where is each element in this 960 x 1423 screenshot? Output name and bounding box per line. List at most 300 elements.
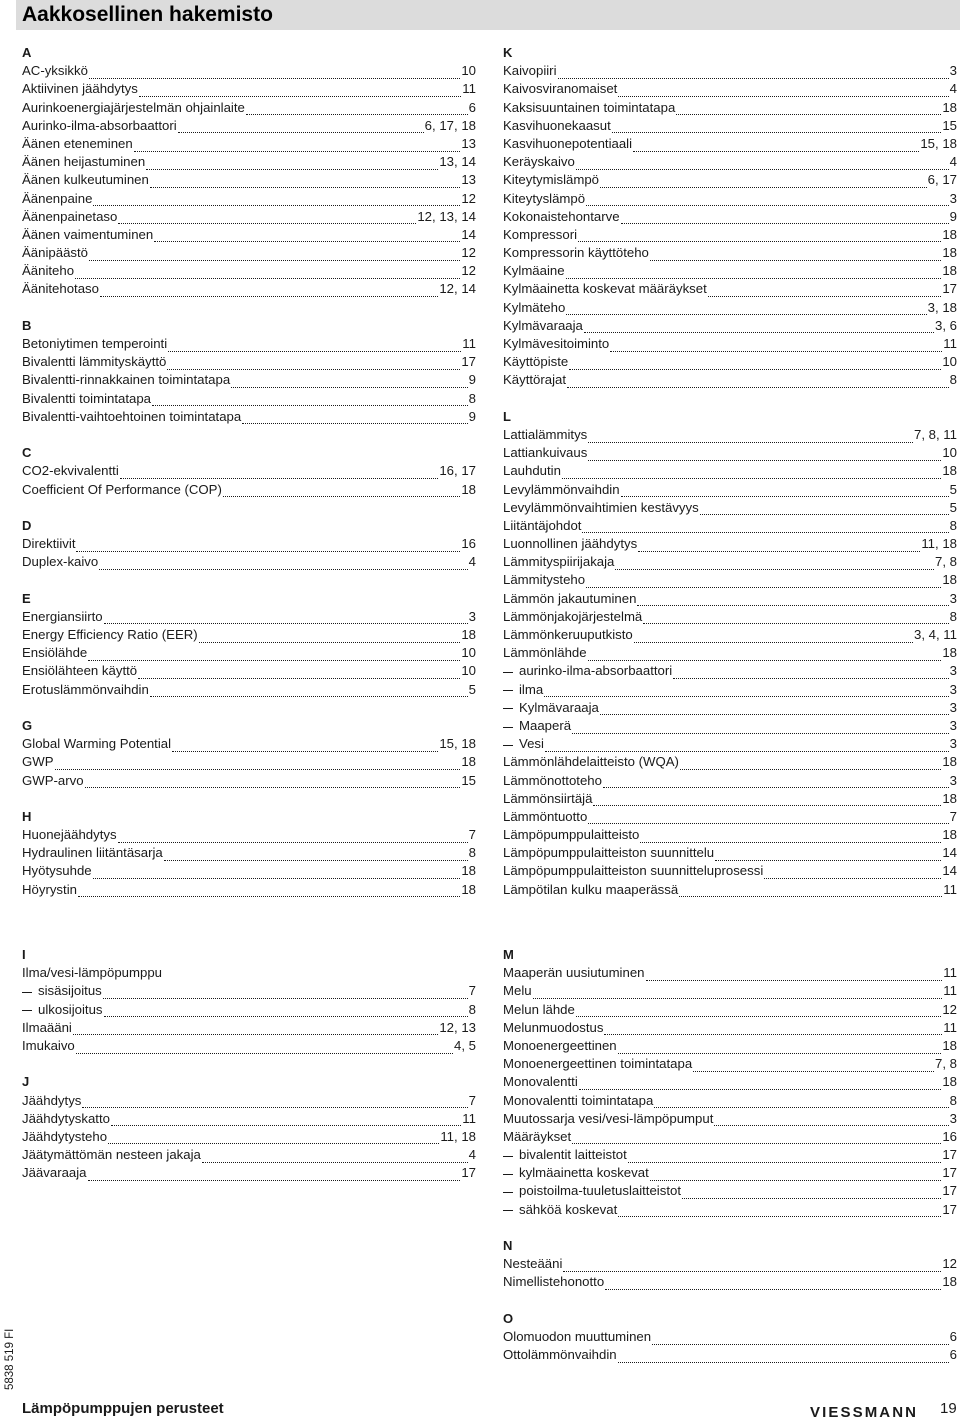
index-term: Maaperä — [519, 717, 572, 733]
index-term: Erotuslämmönvaihdin — [22, 681, 149, 697]
index-page-ref: 5 — [949, 481, 957, 497]
index-term: Lämmönlähde — [503, 645, 587, 661]
index-page-ref: 7 — [468, 1092, 476, 1108]
dot-leader — [99, 559, 467, 570]
index-column-left-top — [22, 44, 476, 899]
index-term: sisäsijoitus — [38, 983, 102, 999]
index-entry — [503, 135, 957, 153]
index-term: Aktiivinen jäähdytys — [22, 81, 138, 97]
dot-leader — [586, 577, 941, 588]
index-term: Kylmäaine — [503, 263, 565, 279]
index-entry — [503, 644, 957, 662]
dot-leader — [104, 1006, 468, 1017]
dot-leader — [572, 723, 949, 734]
document-code-text: 5838 519 FI — [4, 1328, 16, 1390]
index-term: AC-yksikkö — [22, 63, 88, 79]
index-page-ref: 17 — [461, 354, 476, 370]
dot-leader — [682, 1188, 941, 1199]
dot-leader — [643, 613, 948, 624]
index-page-ref: 17 — [942, 281, 957, 297]
index-entry — [503, 117, 957, 135]
index-term: Lauhdutin — [503, 463, 561, 479]
index-term: Ääniteho — [22, 263, 75, 279]
index-page-ref: 18 — [942, 1074, 957, 1090]
dot-leader — [652, 1334, 949, 1345]
subentry-dash — [503, 1210, 513, 1211]
index-entry — [22, 408, 476, 426]
index-page-ref: 6 — [468, 99, 476, 115]
dot-leader — [637, 595, 948, 606]
index-entry — [22, 1164, 476, 1182]
index-page-ref: 18 — [942, 572, 957, 588]
index-entry — [503, 571, 957, 589]
index-entry — [22, 371, 476, 389]
dot-leader — [558, 68, 949, 79]
index-term: Luonnollinen jäähdytys — [503, 536, 638, 552]
index-page-ref: 8 — [468, 390, 476, 406]
dot-leader — [584, 322, 934, 333]
dot-leader — [108, 1133, 439, 1144]
index-term: Hydraulinen liitäntäsarja — [22, 845, 163, 861]
index-entry — [503, 1328, 957, 1346]
index-page-ref: 17 — [461, 1165, 476, 1181]
dot-leader — [150, 177, 460, 188]
index-page-ref: 11, 18 — [921, 536, 957, 552]
document-code — [0, 1300, 18, 1390]
dot-leader — [88, 1170, 461, 1181]
dot-leader — [640, 832, 941, 843]
index-page-ref: 4 — [468, 1147, 476, 1163]
dot-leader — [76, 541, 460, 552]
page-number: 19 — [940, 1400, 957, 1417]
index-entry — [22, 826, 476, 844]
index-term: Kylmävaraaja — [519, 699, 599, 715]
index-page-ref: 8 — [468, 845, 476, 861]
index-page-ref: 12, 13 — [439, 1019, 476, 1035]
index-page-ref: 17 — [942, 1183, 957, 1199]
dot-leader — [715, 850, 941, 861]
section-letter: J — [22, 1074, 30, 1090]
index-term: Jäähdytyskatto — [22, 1110, 110, 1126]
index-subentry — [503, 699, 957, 717]
subentry-dash — [22, 992, 32, 993]
section-letter: G — [22, 717, 33, 733]
subentry-dash — [22, 1010, 32, 1011]
dot-leader — [764, 868, 941, 879]
index-entry — [22, 1146, 476, 1164]
index-page-ref: 9 — [949, 208, 957, 224]
index-page-ref: 11 — [943, 965, 957, 981]
index-term: Jäähdytysteho — [22, 1128, 108, 1144]
index-entry — [503, 964, 957, 982]
index-subentry — [22, 982, 476, 1000]
index-page-ref: 18 — [942, 463, 957, 479]
dot-leader — [138, 668, 460, 679]
index-entry — [22, 153, 476, 171]
index-term: Duplex-kaivo — [22, 554, 99, 570]
index-term: Kasvihuonekaasut — [503, 117, 611, 133]
index-page-ref: 17 — [942, 1201, 957, 1217]
section-letter: I — [22, 947, 26, 962]
index-term: sähköä koskevat — [519, 1201, 618, 1217]
index-page-ref: 12 — [461, 245, 476, 261]
index-page-ref: 11 — [462, 336, 476, 351]
index-page-ref: 18 — [461, 881, 476, 897]
dot-leader — [588, 813, 948, 824]
index-term: Kylmäainetta koskevat määräykset — [503, 281, 707, 297]
index-term: Melun lähde — [503, 1001, 575, 1017]
index-term: Lämpöpumppulaitteisto — [503, 827, 640, 843]
index-page-ref: 18 — [942, 99, 957, 115]
index-page-ref: 18 — [942, 245, 957, 261]
dot-leader — [104, 613, 468, 624]
index-page-ref: 3 — [468, 608, 476, 624]
index-entry — [503, 1037, 957, 1055]
dot-leader — [588, 650, 942, 661]
index-page-ref: 11, 18 — [440, 1128, 476, 1144]
index-page-ref: 10 — [461, 663, 476, 679]
index-entry — [22, 62, 476, 80]
index-page-ref: 3 — [949, 772, 957, 788]
index-page-ref: 3, 6 — [935, 317, 957, 333]
dot-leader — [634, 632, 913, 643]
index-subentry — [503, 1164, 957, 1182]
subentry-dash — [503, 708, 513, 709]
index-page-ref: 3 — [949, 190, 957, 206]
dot-leader — [88, 650, 460, 661]
index-term: Lattiankuivaus — [503, 445, 588, 461]
dot-leader — [544, 686, 948, 697]
index-entry — [22, 135, 476, 153]
index-entry — [22, 1110, 476, 1128]
index-term: Lämmönsiirtäjä — [503, 790, 593, 806]
index-entry — [503, 335, 957, 353]
index-term: Olomuodon muuttuminen — [503, 1328, 652, 1344]
index-term: Kylmäteho — [503, 299, 566, 315]
dot-leader — [579, 1079, 942, 1090]
dot-leader — [152, 395, 468, 406]
index-entry — [22, 662, 476, 680]
dot-leader — [569, 359, 941, 370]
index-page-ref: 3 — [949, 699, 957, 715]
index-term: Muutossarja vesi/vesi-lämpöpumput — [503, 1110, 714, 1126]
subentry-dash — [503, 690, 513, 691]
index-term: Lämmöntuotto — [503, 808, 588, 824]
dot-leader — [178, 122, 424, 133]
index-entry — [22, 964, 476, 982]
viessmann-logo — [810, 1402, 918, 1422]
index-page-ref: 10 — [942, 445, 957, 461]
index-page-ref: 16, 17 — [439, 463, 476, 479]
index-entry — [22, 608, 476, 626]
section-letter: H — [22, 808, 32, 824]
index-entry — [503, 1019, 957, 1037]
index-entry — [503, 1110, 957, 1128]
index-entry — [22, 1037, 476, 1055]
index-page-ref: 16 — [942, 1128, 957, 1144]
index-page-ref: 13, 14 — [439, 154, 476, 170]
dot-leader — [89, 68, 460, 79]
index-page-ref: 8 — [949, 1092, 957, 1108]
dot-leader — [679, 886, 942, 897]
subentry-dash — [503, 1192, 513, 1193]
index-entry — [503, 1073, 957, 1091]
index-entry — [22, 753, 476, 771]
index-term: Määräykset — [503, 1128, 572, 1144]
index-term: Betoniytimen temperointi — [22, 336, 168, 351]
index-entry — [503, 590, 957, 608]
index-page-ref: 5 — [949, 499, 957, 515]
dot-leader — [545, 741, 949, 752]
index-page-ref: 18 — [942, 226, 957, 242]
dot-leader — [118, 213, 416, 224]
index-page-ref: 16 — [461, 536, 476, 552]
index-page-ref: 3 — [949, 736, 957, 752]
index-entry — [503, 99, 957, 117]
index-page-ref: 6, 17, 18 — [424, 117, 476, 133]
dot-leader — [612, 122, 942, 133]
index-entry — [22, 862, 476, 880]
index-term: Käyttöpiste — [503, 354, 569, 370]
index-page-ref: 18 — [461, 627, 476, 642]
index-entry — [503, 517, 957, 535]
subentry-dash — [503, 727, 513, 728]
index-column-right-top — [503, 44, 957, 899]
index-term: Bivalentti lämmityskäyttö — [22, 354, 167, 370]
dot-leader — [146, 159, 438, 170]
index-entry — [503, 462, 957, 480]
index-term: Höyrystin — [22, 881, 77, 897]
section-letter: E — [22, 590, 31, 606]
index-term: Levylämmönvaihdin — [503, 481, 620, 497]
dot-leader — [633, 141, 919, 152]
index-term: Energiansiirto — [22, 608, 103, 624]
subentry-dash — [503, 1174, 513, 1175]
index-term: Ilmaääni — [22, 1019, 72, 1035]
index-page-ref: 18 — [942, 827, 957, 843]
index-entry — [22, 644, 476, 662]
index-entry — [22, 1128, 476, 1146]
dot-leader — [600, 177, 927, 188]
dot-leader — [231, 377, 467, 388]
index-entry — [22, 481, 476, 499]
index-term: Bivalentti-rinnakkainen toimintatapa — [22, 372, 231, 388]
index-term: Ensiölähteen käyttö — [22, 663, 138, 679]
dot-leader — [93, 195, 460, 206]
index-page-ref: 3 — [949, 590, 957, 606]
dot-leader — [567, 377, 949, 388]
dot-leader — [610, 341, 942, 352]
dot-leader — [533, 988, 943, 999]
dot-leader — [103, 988, 468, 999]
index-column-left-bottom — [22, 946, 476, 1182]
dot-leader — [680, 759, 941, 770]
index-term: Käyttörajat — [503, 372, 567, 388]
index-subentry — [503, 662, 957, 680]
index-entry — [503, 371, 957, 389]
index-entry — [503, 626, 957, 644]
dot-leader — [242, 413, 467, 424]
index-term: Äänen heijastuminen — [22, 154, 146, 170]
dot-leader — [164, 850, 468, 861]
index-term: Lämmityspiirijakaja — [503, 554, 615, 570]
dot-leader — [150, 686, 468, 697]
index-page-ref: 13 — [461, 135, 476, 151]
dot-leader — [588, 432, 913, 443]
section-letter: O — [503, 1310, 514, 1326]
index-page-ref: 17 — [942, 1147, 957, 1163]
index-entry — [22, 99, 476, 117]
index-page-ref: 18 — [942, 1037, 957, 1053]
index-entry — [503, 753, 957, 771]
dot-leader — [654, 1097, 948, 1108]
index-page-ref: 11 — [943, 336, 957, 351]
index-entry — [503, 208, 957, 226]
index-term: Global Warming Potential — [22, 736, 172, 752]
section-gap — [22, 1055, 476, 1073]
dot-leader — [139, 86, 461, 97]
index-entry — [503, 499, 957, 517]
dot-leader — [118, 832, 468, 843]
index-term: Aurinkoenergiajärjestelmän ohjainlaite — [22, 99, 245, 115]
section-letter: A — [22, 45, 32, 60]
dot-leader — [100, 286, 438, 297]
index-page-ref: 13 — [461, 172, 476, 188]
index-entry — [503, 426, 957, 444]
index-entry — [503, 808, 957, 826]
index-entry — [22, 1019, 476, 1037]
index-page-ref: 15, 18 — [920, 135, 957, 151]
dot-leader — [600, 704, 949, 715]
index-term: Kaivosviranomaiset — [503, 81, 618, 97]
index-page-ref: 4 — [949, 154, 957, 170]
section-letter: K — [503, 45, 513, 60]
index-entry — [503, 826, 957, 844]
section-gap — [22, 699, 476, 717]
dot-leader — [615, 559, 934, 570]
index-term: Monovalentti toimintatapa — [503, 1092, 654, 1108]
index-page-ref: 18 — [461, 754, 476, 770]
dot-leader — [85, 777, 461, 788]
index-page-ref: 7 — [468, 983, 476, 999]
index-entry — [22, 553, 476, 571]
dot-leader — [154, 231, 460, 242]
dot-leader — [572, 1133, 941, 1144]
dot-leader — [89, 250, 460, 261]
index-page-ref: 11 — [943, 881, 957, 897]
index-term: Monoenergeettinen toimintatapa — [503, 1056, 693, 1072]
dot-leader — [708, 286, 942, 297]
dot-leader — [120, 468, 439, 479]
index-term: Lämmitysteho — [503, 572, 586, 588]
index-entry — [22, 262, 476, 280]
index-page-ref: 15, 18 — [439, 736, 476, 752]
dot-leader — [588, 450, 941, 461]
dot-leader — [78, 886, 460, 897]
index-entry — [22, 226, 476, 244]
index-page-ref: 3, 4, 11 — [913, 627, 957, 642]
dot-leader — [246, 104, 468, 115]
dot-leader — [628, 1152, 942, 1163]
index-term: Ilma/vesi-lämpöpumppu — [22, 965, 162, 981]
index-term: poistoilma-tuuletuslaitteistot — [519, 1183, 681, 1199]
dot-leader — [700, 504, 949, 515]
index-page-ref: 3 — [949, 663, 957, 679]
index-page-ref: 8 — [468, 1001, 476, 1017]
index-page-ref: 10 — [461, 63, 476, 79]
index-page-ref: 18 — [942, 1274, 957, 1290]
index-term: Kiteytymislämpö — [503, 172, 600, 188]
dot-leader — [582, 522, 948, 533]
index-page-ref: 5 — [468, 681, 476, 697]
dot-leader — [618, 1206, 941, 1217]
index-page-ref: 6 — [949, 1328, 957, 1344]
dot-leader — [566, 304, 926, 315]
index-term: Hyötysuhde — [22, 863, 92, 879]
index-page-ref: 18 — [942, 754, 957, 770]
section-gap — [22, 499, 476, 517]
section-letter: M — [503, 947, 514, 962]
index-entry — [503, 1273, 957, 1291]
index-entry — [503, 1055, 957, 1073]
index-term: bivalentit laitteistot — [519, 1147, 627, 1163]
section-gap — [503, 390, 957, 408]
index-term: Imukaivo — [22, 1037, 75, 1053]
index-subentry — [503, 735, 957, 753]
index-entry — [22, 390, 476, 408]
index-page-ref: 14 — [942, 845, 957, 861]
index-page-ref: 11 — [943, 983, 957, 999]
index-term: Vesi — [519, 736, 544, 752]
dot-leader — [167, 359, 460, 370]
index-term: Kylmävesitoiminto — [503, 336, 610, 351]
section-gap — [503, 1292, 957, 1310]
index-term: Melunmuodostus — [503, 1019, 604, 1035]
dot-leader — [693, 1061, 934, 1072]
subentry-dash — [503, 672, 513, 673]
index-entry — [503, 881, 957, 899]
section-letter: L — [503, 408, 511, 424]
index-term: GWP — [22, 754, 54, 770]
index-subentry — [503, 717, 957, 735]
index-page-ref: 3, 18 — [927, 299, 957, 315]
index-term: GWP-arvo — [22, 772, 84, 788]
index-page-ref: 8 — [949, 517, 957, 533]
index-term: Nesteääni — [503, 1256, 563, 1272]
index-subentry — [22, 1001, 476, 1019]
index-entry — [503, 608, 957, 626]
page-title: Aakkosellinen hakemisto — [22, 3, 273, 26]
index-term: Lämmön jakautuminen — [503, 590, 637, 606]
index-entry — [22, 280, 476, 298]
index-entry — [503, 844, 957, 862]
index-entry — [503, 982, 957, 1000]
index-entry — [22, 80, 476, 98]
index-term: Liitäntäjohdot — [503, 517, 582, 533]
index-page-ref: 15 — [461, 772, 476, 788]
index-term: Lämmönottoteho — [503, 772, 602, 788]
dot-leader — [75, 268, 460, 279]
index-term: Kylmävaraaja — [503, 317, 583, 333]
index-page-ref: 6, 17 — [927, 172, 957, 188]
index-entry — [503, 299, 957, 317]
index-entry — [503, 226, 957, 244]
index-page-ref: 12 — [461, 190, 476, 206]
index-term: Aurinko-ilma-absorbaattori — [22, 117, 177, 133]
index-page-ref: 15 — [942, 117, 957, 133]
index-term: CO2-ekvivalentti — [22, 463, 119, 479]
index-page-ref: 7 — [949, 808, 957, 824]
